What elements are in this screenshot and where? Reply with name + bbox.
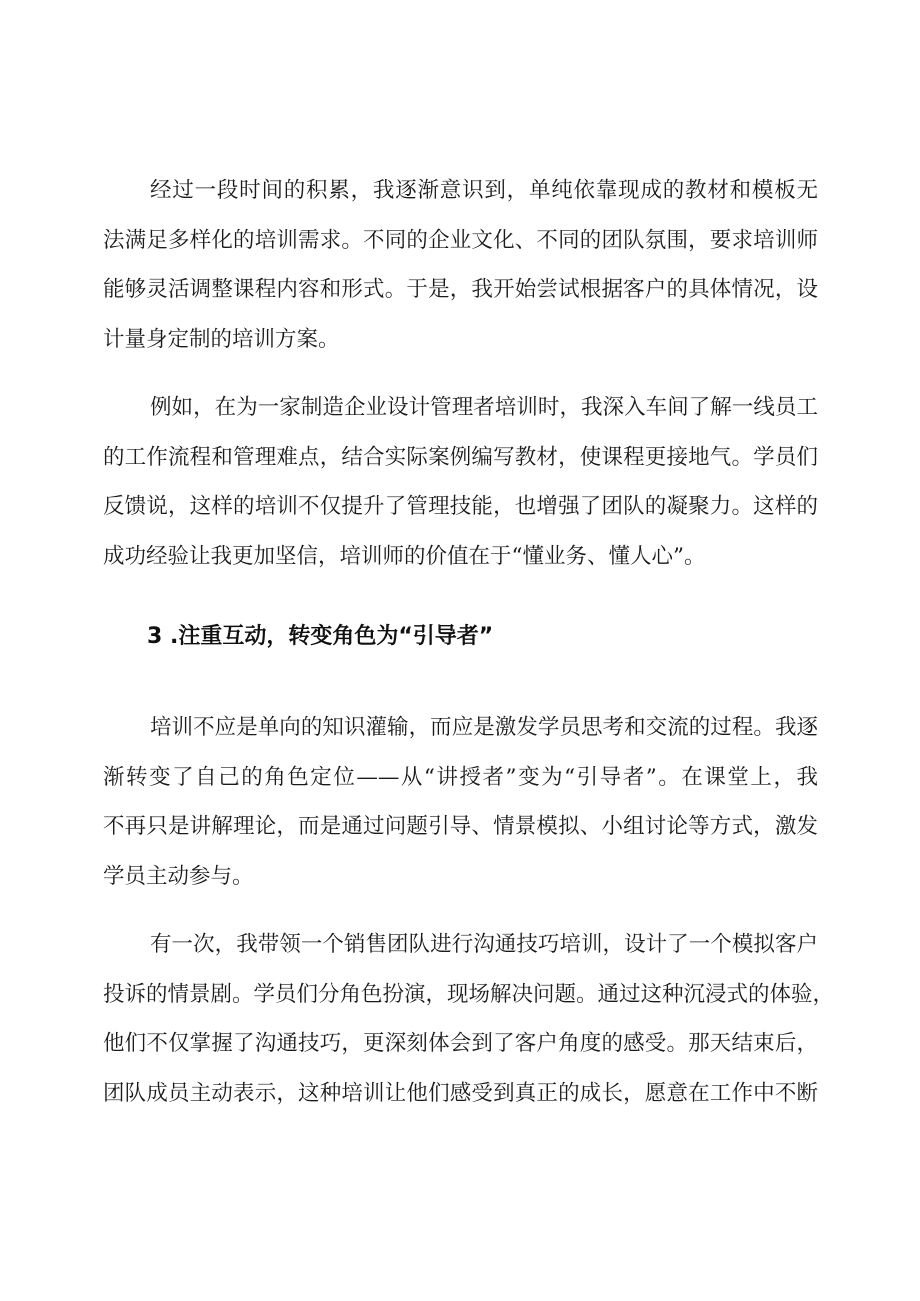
paragraph-1-line-2: 法满足多样化的培训需求。不同的企业文化、不同的团队氛围，要求培训师 — [103, 228, 818, 253]
paragraph-2-line-3: 反馈说，这样的培训不仅提升了管理技能，也增强了团队的凝聚力。这样的 — [103, 494, 818, 519]
paragraph-4-line-4: 团队成员主动表示，这种培训让他们感受到真正的成长，愿意在工作中不断 — [103, 1081, 818, 1106]
paragraph-2-line-4: 成功经验让我更加坚信，培训师的价值在于“懂业务、懂人心”。 — [103, 544, 706, 569]
paragraph-2-line-2: 的工作流程和管理难点，结合实际案例编写教材，使课程更接地气。学员们 — [103, 445, 818, 470]
paragraph-4-line-1: 有一次，我带领一个销售团队进行沟通技巧培训，设计了一个模拟客户 — [150, 932, 818, 957]
paragraph-3-line-4: 学员主动参与。 — [103, 864, 254, 889]
paragraph-1-line-1: 经过一段时间的积累，我逐渐意识到，单纯依靠现成的教材和模板无 — [150, 178, 818, 203]
section-heading: 3 .注重互动，转变角色为“引导者” — [147, 624, 494, 649]
paragraph-4-line-2: 投诉的情景剧。学员们分角色扮演，现场解决问题。通过这种沉浸式的体验， — [103, 982, 835, 1007]
paragraph-2-line-1: 例如，在为一家制造企业设计管理者培训时，我深入车间了解一线员工 — [150, 395, 818, 420]
paragraph-3-line-2: 渐转变了自己的角色定位——从“讲授者”变为“引导者”。在课堂上，我 — [103, 765, 818, 790]
paragraph-1-line-4: 计量身定制的培训方案。 — [103, 327, 340, 352]
paragraph-1-line-3: 能够灵活调整课程内容和形式。于是，我开始尝试根据客户的具体情况，设 — [103, 277, 818, 302]
paragraph-3-line-3: 不再只是讲解理论，而是通过问题引导、情景模拟、小组讨论等方式，激发 — [103, 814, 818, 839]
paragraph-4-line-3: 他们不仅掌握了沟通技巧，更深刻体会到了客户角度的感受。那天结束后， — [103, 1031, 818, 1056]
paragraph-3-line-1: 培训不应是单向的知识灌输，而应是激发学员思考和交流的过程。我逐 — [150, 715, 818, 740]
